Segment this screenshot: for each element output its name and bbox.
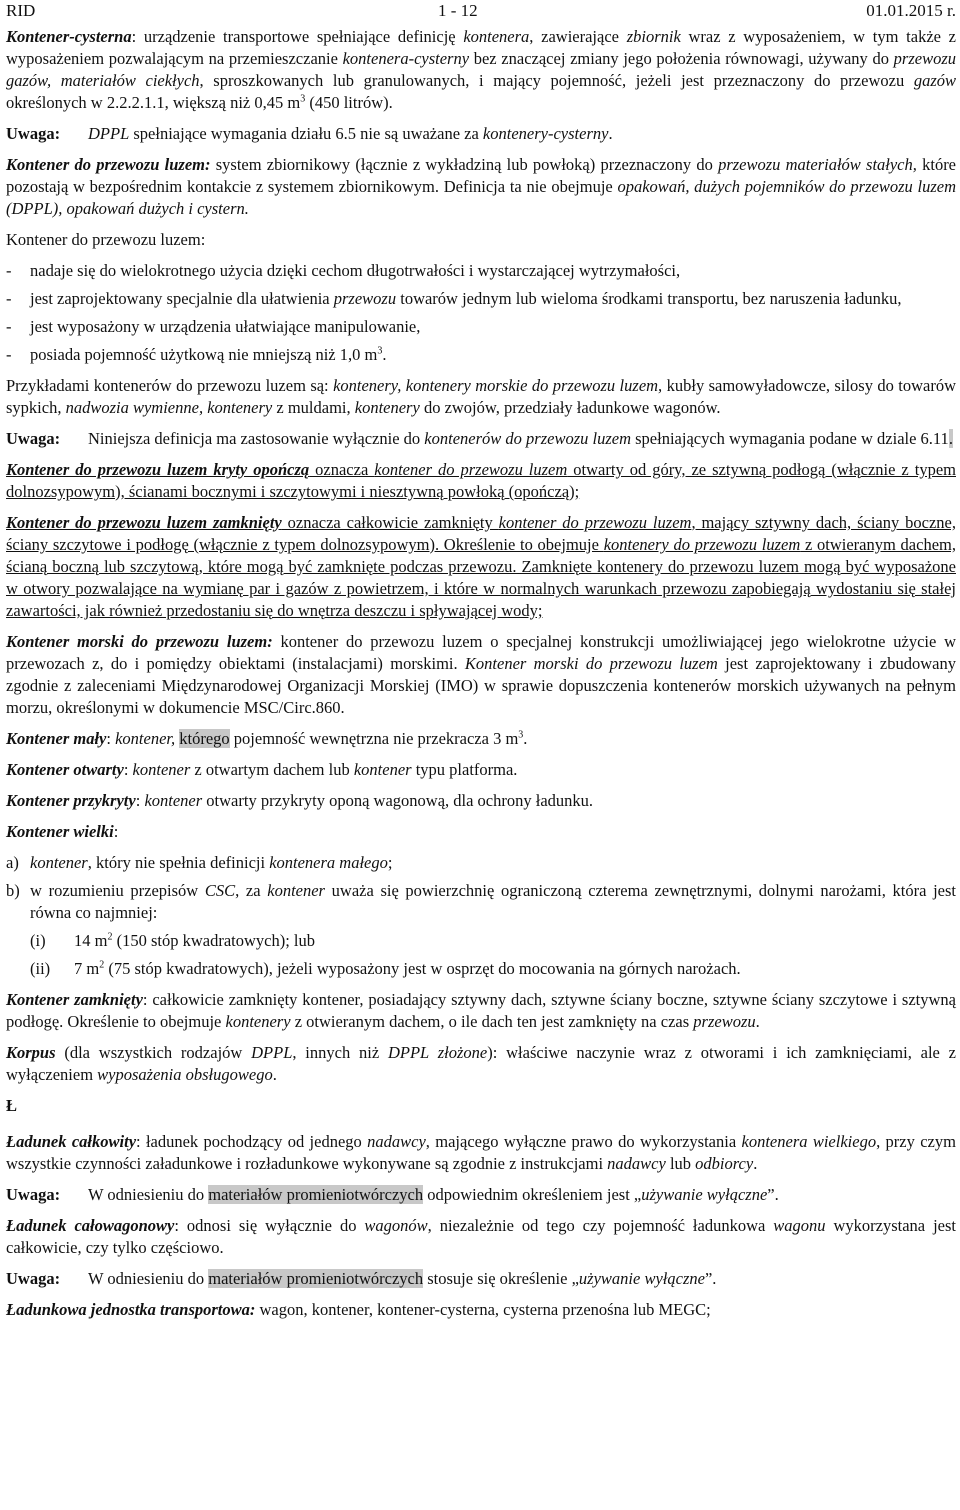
- header-date: 01.01.2015 r.: [866, 1, 956, 20]
- note-dppl: Uwaga: DPPL spełniające wymagania działu 6.5 nie są uważane za kontenery-cysterny.: [6, 124, 613, 143]
- list-item: - posiada pojemność użytkową nie mniejszą niż 1,0 $m^3$.: [6, 345, 387, 364]
- note-definition-scope: Uwaga: Niniejsza definicja ma zastosowanie wyłącznie do kontenerów do przewozu luzem spełniających wymagania podane w dziale 6.11.: [6, 429, 953, 448]
- document-page: [6, 0, 956, 1330]
- list-item: - jest wyposażony w urządzenia ułatwiające manipulowanie,: [6, 317, 421, 336]
- list-item: (i) 14 $m^2$ (150 stóp kwadratowych); lub: [30, 931, 316, 950]
- note-label: Uwaga:: [6, 1269, 61, 1288]
- definition-kontener-przykryty: Kontener przykryty: kontener otwarty przykryty oponą wagonową, dla ochrony ładunku.: [6, 791, 594, 810]
- page-header: [6, 0, 956, 26]
- definition-ladunek-calowagonowy: Ładunek całowagonowy: odnosi się wyłącznie do wagonów, niezależnie od tego czy pojemność ładunkowa wagonu wykorzystana jest całkowicie, czy tylko częściowo.: [6, 1216, 956, 1257]
- list-item: - nadaje się do wielokrotnego użycia dzięki cechom długotrwałości i wystarczającej wytrzymałości,: [6, 261, 681, 280]
- definition-ladunek-calkowity: Ładunek całkowity: ładunek pochodzący od jednego nadawcy, mającego wyłączne prawo do wykorzystania kontenera wielkiego, przy czym wszystkie czynności załadunkowe i rozładunkowe wykonywane są zgodnie z instrukcjami nadawcy lub odbiorcy.: [6, 1132, 956, 1173]
- definition-korpus: Korpus (dla wszystkich rodzajów DPPL, innych niż DPPL złożone): właściwe naczynie wraz z otworami i ich zamknięciami, ale z wyłączeniem wyposażenia obsługowego.: [6, 1043, 956, 1084]
- definition-kontener-zamkniety-luzem: Kontener do przewozu luzem zamknięty oznacza całkowicie zamknięty kontener do przewozu luzem, mający sztywny dach, ściany boczne, ściany szczytowe i podłogę (włącznie z typem dolnozsypowym). Określenie to obejmuje kontenery do przewozu luzem z otwieranym dachem, ścianą boczną lub szczytową, które mogą być zamknięte podczas przewozu. Zamknięte kontenery do przewozu luzem mogą być wyposażone w otwory pozwalające na wymianę par i gazów z powietrzem, i które w normalnych warunkach przewozu zapobiegają wydostaniu się stałej zawartości, jak również przedostaniu się do wnętrza deszczu i spływającej wody;: [6, 513, 956, 620]
- list-item: (ii) 7 $m^2$ (75 stóp kwadratowych), jeżeli wyposażony jest w osprzęt do mocowania na górnych narożach.: [30, 959, 741, 978]
- list-item: b) w rozumieniu przepisów CSC, za kontener uważa się powierzchnię ograniczoną czterema zewnętrznymi, dolnymi narożami, która jest równa co najmniej:: [6, 881, 957, 922]
- definition-kontener-luzem: Kontener do przewozu luzem: system zbiornikowy (łącznie z wykładziną lub powłoką) przeznaczony do przewozu materiałów stałych, które pozostają w bezpośrednim kontakcie z systemem zbiornikowym. Definicja ta nie obejmuje opakowań, dużych pojemników do przewozu luzem (DPPL), opakowań dużych i cystern.: [6, 155, 957, 218]
- note-radioactive-1: Uwaga: W odniesieniu do materiałów promieniotwórczych odpowiednim określeniem jest „używanie wyłączne”.: [6, 1185, 779, 1204]
- note-label: Uwaga:: [6, 124, 61, 143]
- definition-kontener-wielki: Kontener wielki:: [6, 822, 119, 841]
- note-label: Uwaga:: [6, 429, 61, 448]
- section-letter: Ł: [6, 1096, 18, 1115]
- definition-kontener-oponcza: Kontener do przewozu luzem kryty opończą oznacza kontener do przewozu luzem otwarty od góry, ze sztywną podłogą (włącznie z typem dolnozsypowym), ścianami bocznymi i szczytowymi i niesztywną powłoką (opończą);: [6, 460, 956, 501]
- definition-kontener-maly: Kontener mały: kontener, którego pojemność wewnętrzna nie przekracza 3 $m^3$.: [6, 729, 528, 748]
- definition-kontener-zamkniety: Kontener zamknięty: całkowicie zamknięty kontener, posiadający sztywny dach, sztywne ściany boczne, sztywne ściany szczytowe i sztywną podłogę. Określenie to obejmuje kontenery z otwieranym dachem, o ile dach ten jest zamknięty na czas przewozu.: [6, 990, 956, 1031]
- header-page-number: 1 - 12: [438, 1, 478, 20]
- definition-kontener-morski: Kontener morski do przewozu luzem: kontener do przewozu luzem o specjalnej konstrukcji umożliwiającej jego wielokrotne użycie w przewozach z, do i pomiędzy obiektami (instalacjami) morskimi. Kontener morski do przewozu luzem jest zaprojektowany i zbudowany zgodnie z zaleceniami Międzynarodowej Organizacji Morskiej (IMO) w sprawie dopuszczenia kontenerów morskich używanych na pełnym morzu, określonymi w dokumencie MSC/Circ.860.: [6, 632, 957, 717]
- definition-ladunkowa-jednostka: Ładunkowa jednostka transportowa: wagon, kontener, kontener-cysterna, cysterna przenośna lub MEGC;: [6, 1300, 711, 1319]
- list-item: a) kontener, który nie spełnia definicji kontenera małego;: [6, 853, 393, 872]
- header-code: RID: [6, 1, 36, 20]
- definition-kontener-otwarty: Kontener otwarty: kontener z otwartym dachem lub kontener typu platforma.: [6, 760, 518, 779]
- note-radioactive-2: Uwaga: W odniesieniu do materiałów promieniotwórczych stosuje się określenie „używanie wyłączne”.: [6, 1269, 717, 1288]
- definition-kontener-cysterna: Kontener-cysterna: urządzenie transportowe spełniające definicję kontenera, zawierające zbiornik wraz z wyposażeniem, w tym także z wyposażeniem pozwalającym na przemieszczanie kontenera-cysterny bez znaczącej zmiany jego położenia równowagi, używany do przewozu gazów, materiałów ciekłych, sproszkowanych lub granulowanych, i mający pojemność, jeżeli jest przeznaczony do przewozu gazów określonych w 2.2.2.1.1, większą niż 0,45 $m^3$ (450 litrów).: [6, 27, 957, 112]
- note-label: Uwaga:: [6, 1185, 61, 1204]
- examples-paragraph: Przykładami kontenerów do przewozu luzem są: kontenery, kontenery morskie do przewozu luzem, kubły samowyładowcze, silosy do towarów sypkich, nadwozia wymienne, kontenery z muldami, kontenery do zwojów, przedziały ładunkowe wagonów.: [6, 376, 957, 417]
- kontener-luzem-intro: Kontener do przewozu luzem:: [6, 230, 206, 249]
- list-item: - jest zaprojektowany specjalnie dla ułatwienia przewozu towarów jednym lub wieloma środkami transportu, bez naruszenia ładunku,: [6, 289, 902, 308]
